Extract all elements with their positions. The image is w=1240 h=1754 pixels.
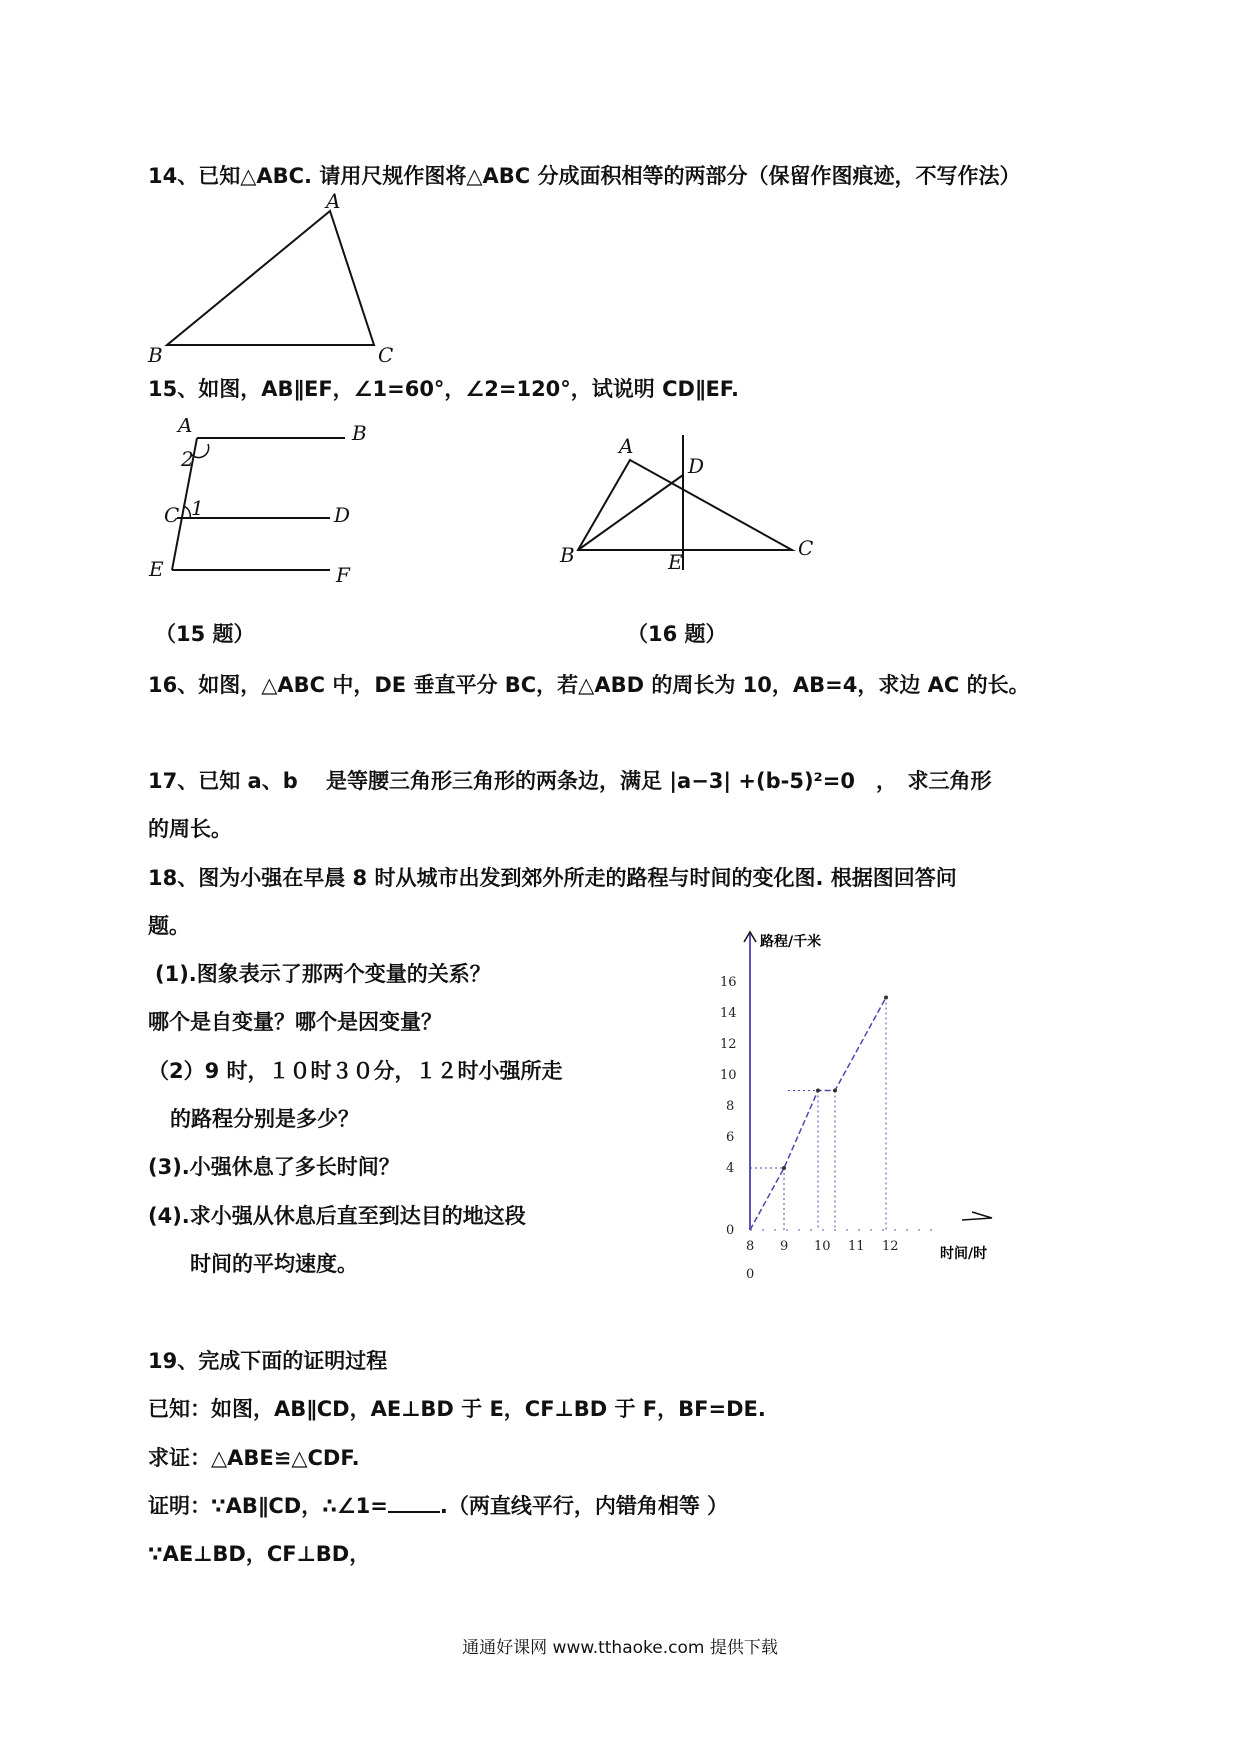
figure-16-triangle (555, 425, 835, 585)
question-14: 14、已知△ABC. 请用尺规作图将△ABC 分成面积相等的两部分（保留作图痕迹，不写作法） (148, 164, 1021, 188)
data-point (782, 1166, 786, 1170)
x-tick-label: 10 (814, 1239, 831, 1254)
fig14-label-b: B (148, 343, 163, 365)
distance-time-chart (700, 920, 1040, 1290)
y-tick-label: 16 (720, 975, 737, 990)
origin-extra-label: 0 (746, 1267, 755, 1282)
axis-ticks (720, 975, 899, 1254)
question-16: 16、如图，△ABC 中，DE 垂直平分 BC，若△ABD 的周长为 10，AB=4，求边 AC 的长。 (148, 673, 1030, 697)
guide-lines (750, 998, 886, 1231)
proof-prefix: 证明：∵AB∥CD，∴∠1= (148, 1494, 388, 1518)
figure-15-caption: （15 题） (155, 622, 255, 646)
question-18-part2b: 的路程分别是多少？ (170, 1107, 359, 1131)
question-17-line2: 的周长。 (148, 817, 232, 841)
fig15-label-e: E (149, 557, 164, 581)
x-tick-label: 9 (780, 1239, 789, 1254)
fig14-label-a: A (326, 190, 341, 213)
figure-16-caption: （16 题） (627, 622, 727, 646)
fig15-label-d: D (334, 503, 351, 527)
y-tick-label: 6 (726, 1130, 735, 1145)
series-line (750, 998, 886, 1231)
x-axis-arrow (962, 1212, 992, 1220)
fig16-label-a: A (619, 434, 634, 458)
question-18-part1b: 哪个是自变量？哪个是因变量？ (148, 1010, 442, 1034)
fig15-label-a: A (178, 418, 193, 437)
question-18-part4b: 时间的平均速度。 (190, 1252, 358, 1276)
question-15: 15、如图，AB∥EF，∠1=60°，∠2=120°，试说明 CD∥EF. (148, 377, 740, 401)
question-18-part1a: (1).图象表示了那两个变量的关系？ (155, 962, 491, 986)
question-17-line1: 17、已知 a、b 是等腰三角形三角形的两条边，满足 |a−3| +(b-5)²=0 ， 求三角形 (148, 769, 992, 793)
question-19-last-line: ∵AE⊥BD，CF⊥BD， (148, 1542, 371, 1566)
answer-blank[interactable] (388, 1493, 440, 1513)
fig15-label-f: F (336, 563, 350, 587)
data-points (782, 996, 888, 1171)
x-tick-label: 11 (848, 1239, 865, 1254)
fig16-label-b: B (560, 543, 575, 567)
fig15-angle-2: 2 (181, 447, 194, 471)
data-point (884, 996, 888, 1000)
data-point (833, 1089, 837, 1093)
figure-14-triangle (140, 190, 420, 365)
question-19-title: 19、完成下面的证明过程 (148, 1349, 388, 1373)
x-axis-label: 时间/时 (940, 1246, 988, 1262)
y-tick-label: 8 (726, 1099, 735, 1114)
fig15-label-b: B (352, 421, 367, 445)
data-point (816, 1089, 820, 1093)
fig15-angle-1: 1 (191, 496, 204, 520)
y-tick-label: 10 (720, 1068, 737, 1083)
question-18-line2: 题。 (148, 914, 190, 938)
x-tick-label: 8 (746, 1239, 755, 1254)
figure-15-parallel-lines (140, 418, 400, 598)
question-19-given: 已知：如图，AB∥CD，AE⊥BD 于 E，CF⊥BD 于 F，BF=DE. (148, 1397, 766, 1421)
fig16-label-c: C (798, 536, 814, 560)
x-tick-label: 12 (882, 1239, 899, 1254)
question-18-part4a: (4).求小强从休息后直至到达目的地这段 (148, 1204, 526, 1228)
question-18-part2a: （2）9 时，１０时３０分，１２时小强所走 (148, 1059, 563, 1083)
fig16-label-d: D (688, 454, 705, 478)
y-tick-label: 14 (720, 1006, 737, 1021)
y-tick-label: 12 (720, 1037, 737, 1052)
proof-suffix: .（两直线平行，内错角相等 ） (439, 1494, 729, 1518)
footer: 通通好课网 www.tthaoke.com 提供下载 (462, 1638, 778, 1658)
fig16-label-e: E (668, 550, 683, 574)
question-18-line1: 18、图为小强在早晨 8 时从城市出发到郊外所走的路程与时间的变化图. 根据图回答问 (148, 866, 957, 890)
y-tick-label: 0 (726, 1223, 735, 1238)
y-tick-label: 4 (726, 1161, 735, 1176)
question-19-prove: 求证：△ABE≌△CDF. (148, 1446, 360, 1470)
fig15-label-c: C (164, 503, 180, 527)
question-19-proof-line (148, 1490, 728, 1520)
fig14-label-c: C (378, 343, 394, 365)
y-axis-label: 路程/千米 (760, 934, 822, 950)
question-18-part3: (3).小强休息了多长时间？ (148, 1155, 400, 1179)
